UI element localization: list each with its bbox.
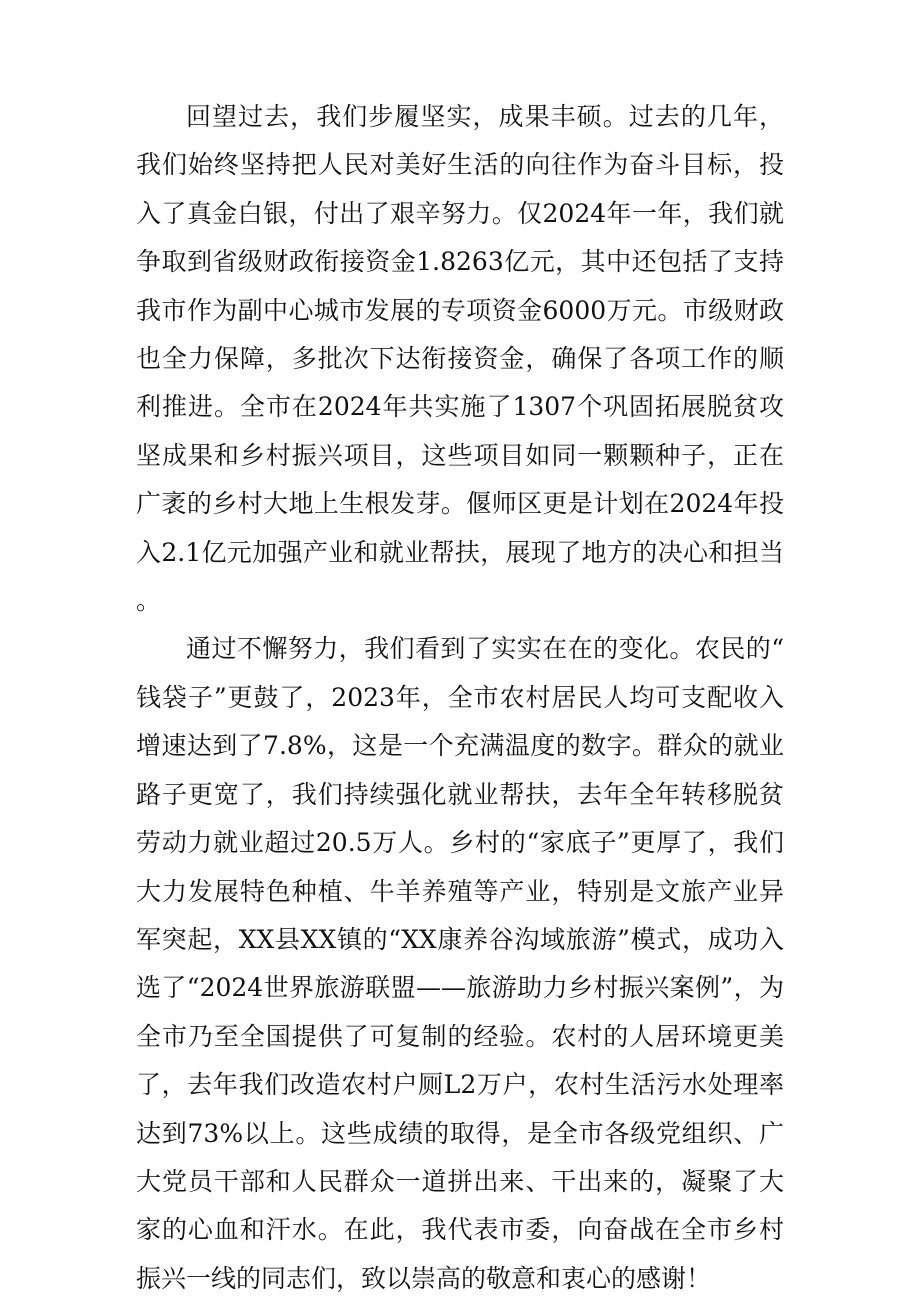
paragraph-achievements: 通过不懈努力，我们看到了实实在在的变化。农民的“钱袋子”更鼓了，2023年，全市农村居民人均可支配收入增速达到了7.8%，这是一个充满温度的数字。群众的就业路子更宽了，我们持续强化就业帮扶，去年全年转移脱贫劳动力就业超过20.5万人。乡村的“家底子”更厚了，我们大力发展特色种植、牛羊养殖等产业，特别是文旅产业异军突起，XX县XX镇的“XX康养谷沟域旅游”模式，成功入选了“2024世界旅游联盟——旅游助力乡村振兴案例”，为全市乃至全国提供了可复制的经验。农村的人居环境更美了，去年我们改造农村户厕L2万户，农村生活污水处理率达到73%以上。这些成绩的取得，是全市各级党组织、广大党员干部和人民群众一道拼出来、干出来的，凝聚了大家的心血和汗水。在此，我代表市委，向奋战在全市乡村振兴一线的同志们，致以崇高的敬意和衷心的感谢！: [136, 634, 784, 1293]
paragraph-review: 回望过去，我们步履坚实，成果丰硕。过去的几年，我们始终坚持把人民对美好生活的向往作为奋斗目标，投入了真金白银，付出了艰辛努力。仅2024年一年，我们就争取到省级财政衔接资金1.8263亿元，其中还包括了支持我市作为副中心城市发展的专项资金6000万元。市级财政也全力保障，多批次下达衔接资金，确保了各项工作的顺利推进。全市在2024年共实施了1307个巩固拓展脱贫攻坚成果和乡村振兴项目，这些项目如同一颗颗种子，正在广袤的乡村大地上生根发芽。偃师区更是计划在2024年投入2.1亿元加强产业和就业帮扶，展现了地方的决心和担当。: [136, 102, 784, 616]
